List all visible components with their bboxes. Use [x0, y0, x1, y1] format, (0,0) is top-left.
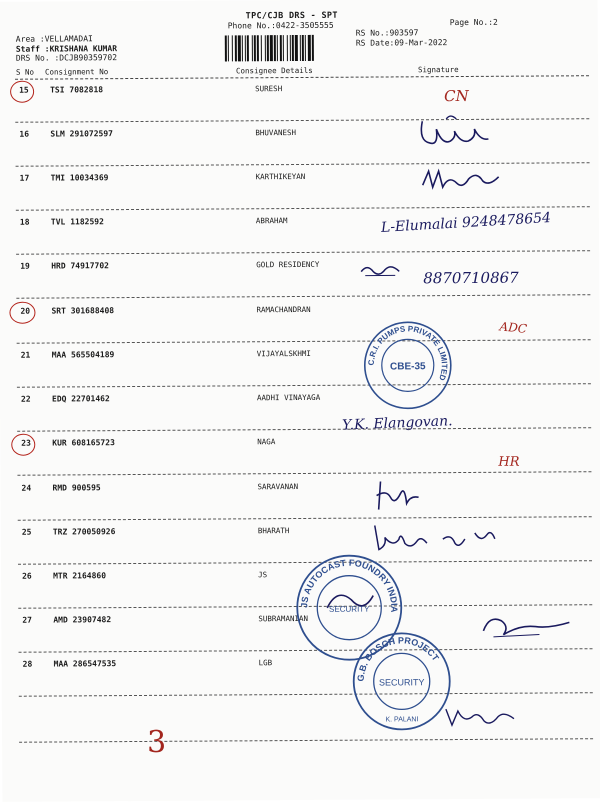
sno-circle-mark — [10, 81, 34, 103]
row-sno: 20 — [20, 306, 31, 316]
row-divider — [17, 339, 591, 344]
table-row — [0, 391, 600, 439]
row-divider — [15, 118, 589, 123]
signature-scribble — [416, 111, 496, 153]
row-divider — [16, 250, 590, 255]
stamp-center-text: SECURITY — [378, 677, 425, 688]
row-consignment: MTR 2164860 — [53, 571, 107, 581]
row-divider — [17, 471, 591, 476]
row-sno: 27 — [22, 615, 33, 625]
row-sno: 28 — [22, 659, 33, 669]
row-consignment: TSI 7082818 — [50, 85, 104, 95]
row-sno: 18 — [19, 217, 30, 227]
row-consignee: SARAVANAN — [257, 482, 299, 492]
handwritten-note: ADC — [498, 319, 528, 337]
column-header-sno: S No — [15, 67, 35, 77]
row-consignee: VIJAYALSKHMI — [256, 348, 311, 359]
company-stamp — [349, 629, 454, 734]
table-row — [0, 347, 600, 395]
document-title: TPC/CJB DRS - SPT — [245, 10, 338, 22]
row-consignment: RMD 900595 — [52, 483, 101, 493]
row-divider — [17, 427, 591, 432]
row-consignee: NAGA — [257, 437, 276, 447]
row-divider — [16, 206, 590, 211]
stamp-ring-text: C.R.I. PUMPS PRIVATE LIMITED — [366, 324, 449, 382]
signature-scribble — [372, 477, 422, 513]
row-consignee: ABRAHAM — [255, 216, 288, 226]
area-field: Area :VELLAMADAI — [15, 34, 93, 44]
signature-scribble — [479, 604, 579, 645]
row-consignment: SLM 291072597 — [50, 129, 114, 139]
row-consignment: MAA 565504189 — [51, 350, 115, 360]
row-sno: 22 — [20, 394, 31, 404]
row-consignee: SURESH — [255, 84, 283, 94]
row-consignee: AADHI VINAYAGA — [256, 392, 321, 403]
handwritten-signature-name: Y.K. Elangovan. — [341, 413, 453, 434]
row-sno: 16 — [19, 129, 30, 139]
stamp-ring-text: JS AUTOCAST FOUNDRY INDIA — [299, 557, 400, 613]
stamp-ring-text: G.B. BOSCH PROJECT — [355, 635, 441, 682]
row-divider — [19, 692, 593, 697]
drs-number: DRS No. :DCJB90359702 — [15, 53, 118, 63]
row-sno: 19 — [20, 261, 30, 271]
table-row — [0, 126, 599, 174]
handwritten-page-mark: 3 — [146, 724, 167, 760]
row-consignment: MAA 286547535 — [53, 659, 117, 669]
barcode-bar — [314, 35, 315, 61]
table-row — [0, 170, 599, 218]
row-sno: 15 — [19, 85, 29, 95]
row-consignee: KARTHIKEYAN — [255, 171, 306, 182]
column-header-signature: Signature — [417, 65, 459, 75]
table-row — [0, 82, 598, 130]
row-sno: 17 — [19, 173, 30, 183]
signature-scribble — [359, 261, 405, 279]
sno-circle-mark — [11, 434, 35, 456]
row-consignee: SUBRAMANIAN — [258, 613, 309, 624]
row-consignee: BHUVANESH — [255, 128, 297, 138]
sno-circle-mark — [9, 302, 35, 324]
phone-number: Phone No.:0422-3505555 — [227, 20, 334, 31]
stamp-center-text: SECURITY — [329, 604, 370, 614]
row-consignment: EDQ 22701462 — [51, 394, 110, 404]
row-consignment: AMD 23907482 — [53, 615, 112, 625]
column-header-details: Consignee Details — [235, 65, 313, 76]
row-divider — [18, 516, 592, 521]
row-consignment: TMI 10034369 — [50, 173, 109, 183]
stamp-bottom-text: K. PALANI — [385, 716, 419, 724]
column-header-consignment: Consignment No — [44, 67, 109, 77]
row-sno: 26 — [22, 571, 32, 581]
handwritten-name-phone: L-Elumalai 9248478654 — [380, 210, 552, 236]
handwritten-note: HR — [498, 454, 520, 470]
page-number: Page No.:2 — [449, 17, 498, 28]
stamp-center-text: CBE-35 — [389, 361, 426, 373]
company-stamp — [362, 319, 455, 412]
row-divider — [17, 383, 591, 388]
row-consignment: TVL 1182592 — [50, 217, 104, 227]
table-row — [1, 480, 600, 528]
row-consignee: LGB — [258, 658, 273, 668]
rs-number: RS No.:903597 — [355, 28, 419, 38]
row-consignment: KUR 608165723 — [52, 438, 115, 448]
handwritten-note: CN — [444, 86, 469, 106]
staff-field: Staff :KRISHANA KUMAR — [15, 44, 118, 54]
row-divider — [19, 738, 593, 743]
rs-date: RS Date:09-Mar-2022 — [355, 38, 448, 48]
row-sno: 25 — [21, 527, 32, 537]
signature-scribble — [419, 165, 509, 196]
row-consignment: SRT 301688408 — [51, 306, 115, 316]
handwritten-phone: 8870710867 — [423, 268, 519, 288]
row-consignee: RAMACHANDRAN — [256, 304, 311, 315]
row-sno: 24 — [21, 483, 32, 493]
row-sno: 23 — [21, 438, 31, 448]
row-sno: 21 — [20, 350, 31, 360]
row-consignee: BHARATH — [257, 526, 290, 536]
row-consignment: HRD 74917702 — [51, 261, 110, 271]
row-consignment: TRZ 270050926 — [52, 527, 116, 537]
row-divider — [16, 294, 590, 299]
row-consignee: GOLD RESIDENCY — [256, 259, 320, 270]
row-consignee: JS — [258, 570, 268, 580]
barcode — [225, 35, 350, 62]
